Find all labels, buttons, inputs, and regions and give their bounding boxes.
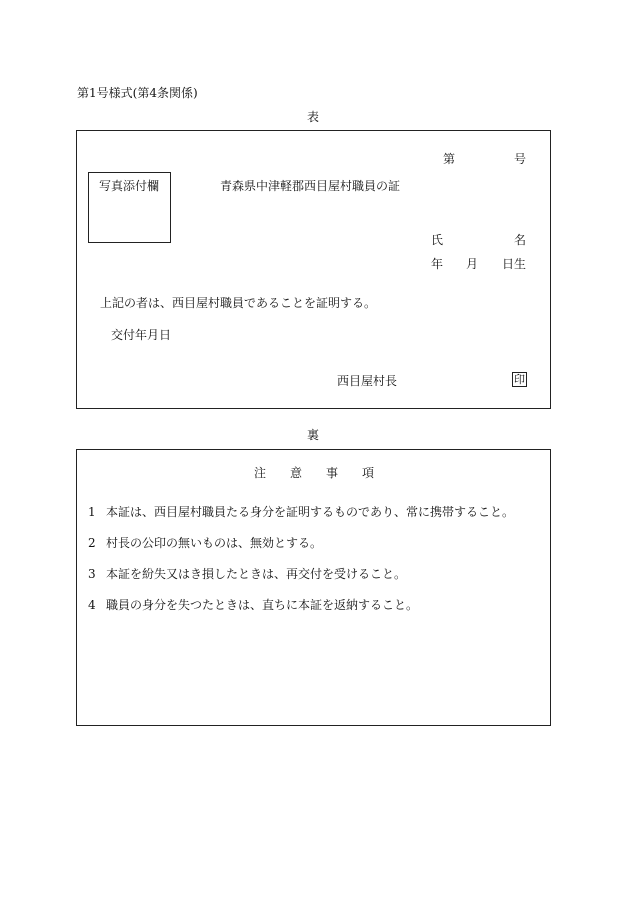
seal-mark: 印 — [514, 373, 525, 386]
birth-year-label: 年 — [431, 257, 444, 271]
note-number: 4 — [88, 598, 96, 612]
notes-title-char-3: 事 — [326, 466, 339, 480]
birth-day-label: 日生 — [502, 257, 527, 271]
note-text: 職員の身分を失つたときは、直ちに本証を返納すること。 — [106, 598, 419, 612]
front-heading: 表 — [307, 110, 320, 124]
note-number: 3 — [88, 567, 96, 581]
name-label-first: 氏 — [431, 233, 444, 247]
note-text: 本証は、西目屋村職員たる身分を証明するものであり、常に携帯すること。 — [106, 505, 515, 519]
number-suffix: 号 — [514, 152, 527, 166]
note-number: 1 — [88, 505, 96, 519]
certify-text: 上記の者は、西目屋村職員であることを証明する。 — [100, 296, 377, 310]
notes-title-char-2: 意 — [290, 466, 303, 480]
id-card-back — [76, 449, 551, 726]
number-prefix: 第 — [443, 152, 456, 166]
issuer-name: 西目屋村長 — [337, 374, 398, 388]
photo-label: 写真添付欄 — [99, 179, 160, 193]
name-label-second: 名 — [514, 233, 527, 247]
notes-title-char-1: 注 — [254, 466, 267, 480]
note-number: 2 — [88, 536, 96, 550]
back-heading: 裏 — [307, 428, 320, 442]
birth-month-label: 月 — [466, 257, 479, 271]
notes-title-char-4: 項 — [362, 466, 375, 480]
card-title: 青森県中津軽郡西目屋村職員の証 — [220, 179, 401, 193]
note-text: 村長の公印の無いものは、無効とする。 — [106, 536, 323, 550]
form-label: 第1号様式(第4条関係) — [77, 86, 198, 100]
note-text: 本証を紛失又はき損したときは、再交付を受けること。 — [106, 567, 407, 581]
issue-date-label: 交付年月日 — [111, 328, 172, 342]
